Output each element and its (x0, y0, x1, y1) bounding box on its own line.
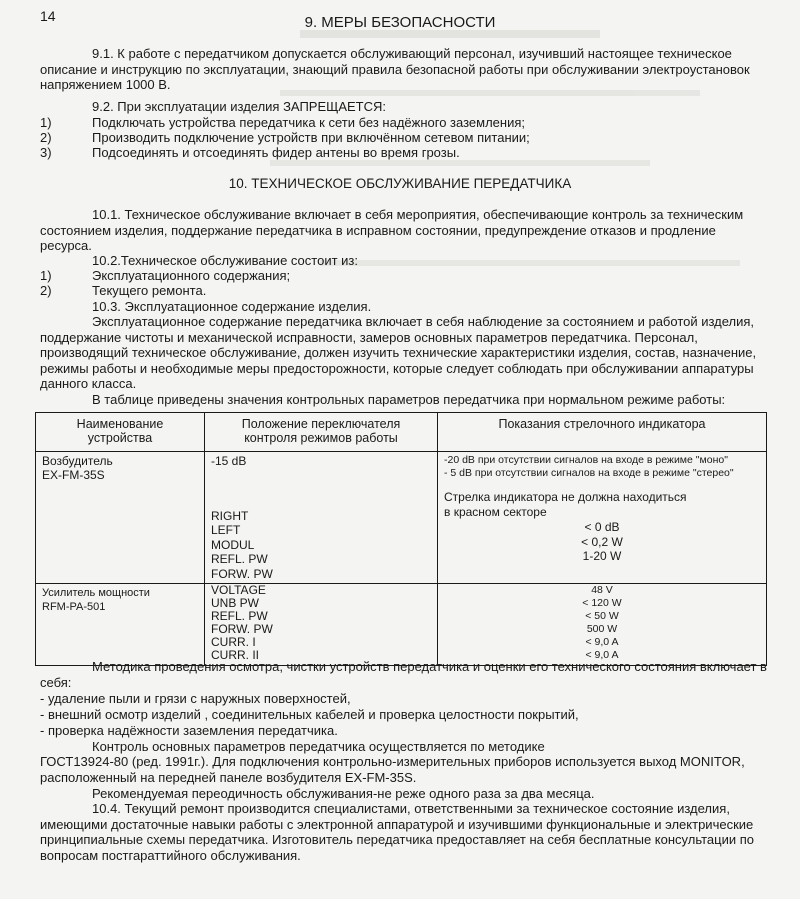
section-9-paragraph-1: 9.1. К работе с передатчиком допускается обслуживающий персонал, изучивший настоящее техническое описание и инструкцию по эксплуатации, знающий правила безопасной работы при обслуживании электроустановок напряжением 1000 В. (40, 46, 750, 92)
reading-text: Стрелка индикатора не должна находиться (444, 490, 687, 504)
reading-value: < 9,0 A (585, 649, 619, 661)
position-value: CURR. I (211, 635, 256, 649)
section-9-paragraph-2: 9.2. При эксплуатации изделия ЗАПРЕЩАЕТСЯ: (92, 99, 386, 114)
reading-value: < 0 dB (584, 520, 620, 534)
header-device: Наименование устройства (36, 413, 205, 452)
section-10-paragraph-3: 10.3. Эксплуатационное содержание изделия. (92, 299, 372, 314)
list-item-number: 1) (40, 115, 52, 130)
device-name-cell (36, 452, 205, 584)
reading-note: - 5 dB при отсутствии сигналов на входе в режиме "стерео" (444, 467, 734, 479)
section-10-4-paragraph: 10.4. Текущий ремонт производится специалистами, ответственными за техническое состояние изделия, имеющими достаточные навыки работы с электронной аппаратурой и изучившими функциональные и электрические принципиальные схемы передатчика. Изготовитель передатчика предоставляет на себя бесплатные консультации по вопросам постгараттийного обслуживания. (40, 801, 754, 863)
list-item-text: Эксплуатационного содержания; (92, 268, 291, 283)
position-value: CURR. II (211, 648, 259, 662)
reading-value: 48 V (591, 584, 613, 596)
section-9-title: 9. МЕРЫ БЕЗОПАСНОСТИ (304, 14, 496, 31)
page-number: 14 (40, 8, 56, 24)
position-value: FORW. PW (211, 566, 273, 581)
reading-value: 1-20 W (582, 549, 622, 563)
inspection-paragraph-line-1: Методика проведения осмотра, чистки устройств передатчика и оценки его технического состояния включает в (92, 659, 767, 674)
device-model: RFM-PA-501 (42, 601, 106, 613)
position-value: RIGHT (211, 508, 249, 523)
position-value: MODUL (211, 537, 255, 552)
position-value: UNB PW (211, 596, 259, 610)
control-paragraph-line-3: расположенный на передней панеле возбудителя EX-FM-35S. (40, 770, 417, 785)
position-value: REFL. PW (211, 552, 268, 566)
reading-note: -20 dB при отсутствии сигналов на входе в режиме "моно" (444, 454, 728, 466)
device-name: Усилитель мощности (42, 587, 150, 599)
parameters-table (35, 412, 767, 666)
section-10-paragraph-5: В таблице приведены значения контрольных параметров передатчика при нормальном режиме работы: (92, 392, 726, 407)
position-value: LEFT (211, 523, 241, 537)
section-10-paragraph-1: 10.1. Техническое обслуживание включает в себя мероприятия, обеспечивающие контроль за техническим состоянием изделия, поддержание передатчика в исправном состоянии, предупреждение отказов и продление ресурса. (40, 207, 744, 253)
list-item-number: 1) (40, 268, 52, 283)
reading-value: < 50 W (585, 610, 619, 622)
reading-text: в красном секторе (444, 505, 547, 519)
list-item: - удаление пыли и грязи с наружных поверхностей, (40, 691, 351, 706)
reading-value: < 120 W (582, 597, 622, 609)
switch-positions-cell (205, 584, 438, 666)
section-10-paragraph-4: Эксплуатационное содержание передатчика включает в себя наблюдение за состоянием и работой изделия, поддержание чистоты и механической исправности, замеров основных параметров передатчика. Персонал, производящий техническое обслуживание, должен изучить технические характеристики изделия, состав, назначение, режимы работы и необходимые меры предосторожности, которые следует соблюдать при обслуживании аппаратуры данного класса. (40, 314, 757, 391)
position-value: -15 dB (211, 454, 247, 468)
position-value: REFL. PW (211, 609, 268, 623)
list-item-text: Подсоединять и отсоединять фидер антены во время грозы. (92, 145, 460, 160)
table-row (36, 584, 767, 666)
indicator-readings-cell (438, 584, 767, 666)
list-item-text: Текущего ремонта. (92, 283, 207, 298)
reading-value: < 9,0 A (585, 636, 619, 648)
list-item-text: Производить подключение устройств при включённом сетевом питании; (92, 130, 530, 145)
list-item-number: 3) (40, 145, 52, 160)
control-paragraph-line-1: Контроль основных параметров передатчика осуществляется по методике (92, 739, 545, 754)
device-model: EX-FM-35S (42, 468, 105, 482)
list-item-text: Подключать устройства передатчика к сети без надёжного заземления; (92, 115, 525, 130)
section-10-title: 10. ТЕХНИЧЕСКОЕ ОБСЛУЖИВАНИЕ ПЕРЕДАТЧИКА (228, 176, 572, 191)
header-switch-position: Положение переключателя контроля режимов работы (205, 413, 438, 452)
section-10-paragraph-2: 10.2.Техническое обслуживание состоит из: (92, 253, 358, 268)
reading-value: < 0,2 W (581, 534, 623, 549)
list-item-number: 2) (40, 283, 52, 298)
switch-positions-cell (205, 452, 438, 584)
indicator-readings-cell (438, 452, 767, 584)
periodicity-paragraph: Рекомендуемая переодичность обслуживания-не реже одного раза за два месяца. (92, 786, 595, 801)
reading-value: 500 W (586, 623, 618, 635)
list-item-number: 2) (40, 130, 52, 145)
position-value: FORW. PW (211, 622, 273, 636)
device-name-cell (36, 584, 205, 666)
header-indicator-reading: Показания стрелочного индикатора (438, 413, 767, 452)
list-item: - проверка надёжности заземления передатчика. (40, 723, 338, 738)
position-value: VOLTAGE (211, 583, 266, 597)
inspection-paragraph-line-2: себя: (40, 675, 72, 690)
table-row (36, 452, 767, 584)
table-header-row (36, 413, 767, 452)
device-name: Возбудитель (42, 454, 113, 468)
list-item: - внешний осмотр изделий , соединительных кабелей и проверка целостности покрытий, (40, 707, 579, 722)
control-paragraph-line-2: ГОСТ13924-80 (ред. 1991г.). Для подключения контрольно-измерительных приборов используется выход MONITOR, (40, 754, 745, 769)
